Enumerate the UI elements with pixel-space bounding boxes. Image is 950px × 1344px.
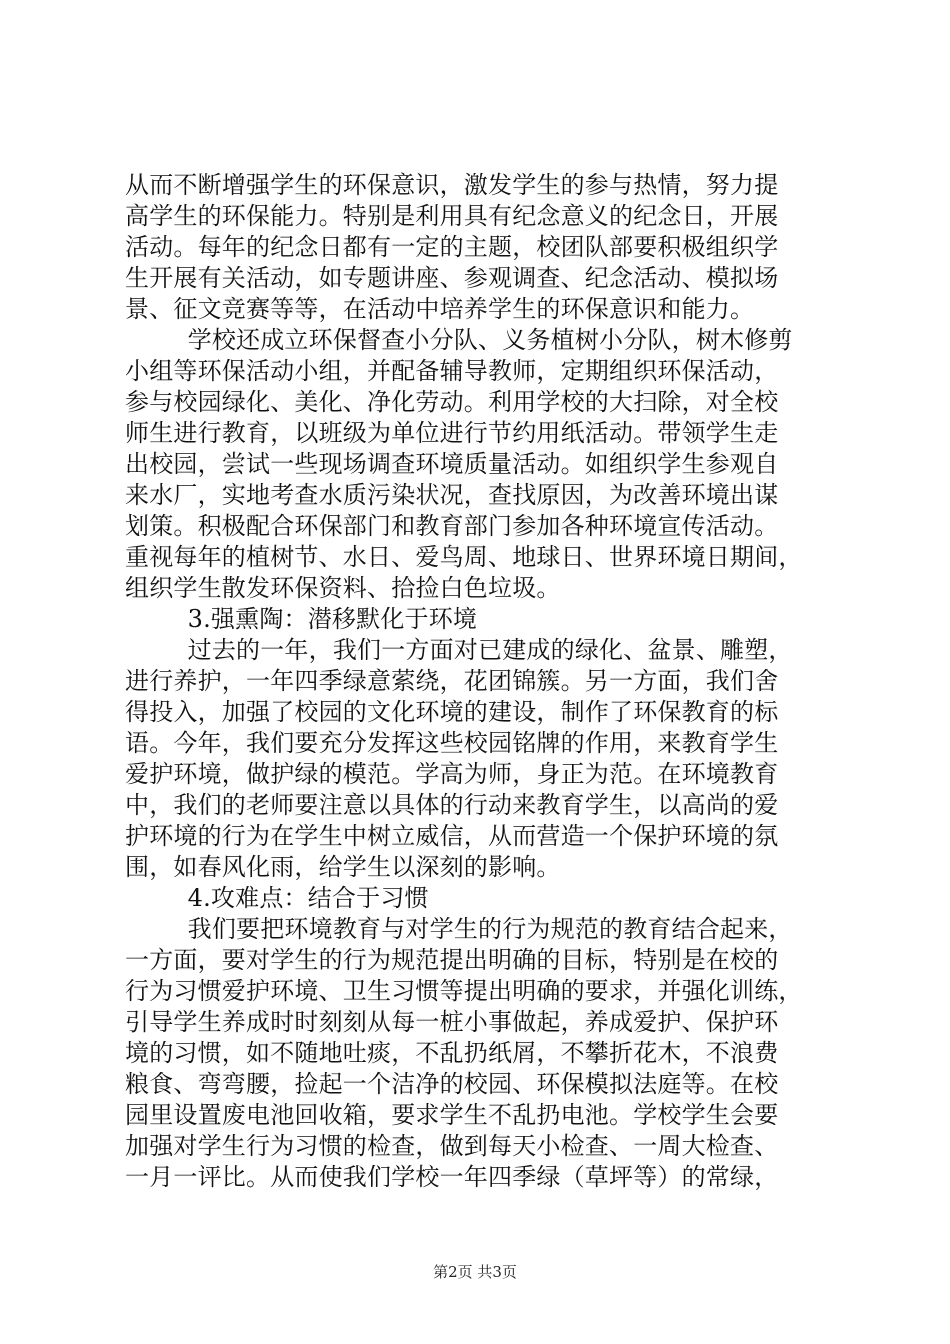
text-line: 得投入，加强了校园的文化环境的建设，制作了环保教育的标 bbox=[125, 698, 779, 726]
text-line: 学校还成立环保督查小分队、义务植树小分队，树木修剪 bbox=[125, 326, 793, 354]
text-line: 一月一评比。从而使我们学校一年四季绿（草坪等）的常绿， bbox=[125, 1163, 779, 1191]
text-line: 高学生的环保能力。特别是利用具有纪念意义的纪念日，开展 bbox=[125, 202, 779, 230]
text-line: 小组等环保活动小组，并配备辅导教师，定期组织环保活动， bbox=[125, 357, 779, 385]
text-line: 围，如春风化雨，给学生以深刻的影响。 bbox=[125, 853, 561, 881]
text-line: 参与校园绿化、美化、净化劳动。利用学校的大扫除，对全校 bbox=[125, 388, 779, 416]
text-line: 语。今年，我们要充分发挥这些校园铭牌的作用，来教育学生 bbox=[125, 729, 779, 757]
text-line: 从而不断增强学生的环保意识，激发学生的参与热情，努力提 bbox=[125, 171, 779, 199]
text-line: 进行养护，一年四季绿意萦绕，花团锦簇。另一方面，我们舍 bbox=[125, 667, 779, 695]
text-line: 过去的一年，我们一方面对已建成的绿化、盆景、雕塑， bbox=[125, 636, 793, 664]
text-line: 来水厂，实地考查水质污染状况，查找原因，为改善环境出谋 bbox=[125, 481, 779, 509]
text-line: 境的习惯，如不随地吐痰，不乱扔纸屑，不攀折花木，不浪费 bbox=[125, 1039, 779, 1067]
section-heading: 4.攻难点：结合于习惯 bbox=[125, 884, 429, 912]
text-line: 中，我们的老师要注意以具体的行动来教育学生，以高尚的爱 bbox=[125, 791, 779, 819]
text-line: 组织学生散发环保资料、拾捡白色垃圾。 bbox=[125, 574, 561, 602]
text-line: 行为习惯爱护环境、卫生习惯等提出明确的要求，并强化训练， bbox=[125, 977, 803, 1005]
section-heading: 3.强熏陶：潜移默化于环境 bbox=[125, 605, 478, 633]
text-line: 出校园，尝试一些现场调查环境质量活动。如组织学生参观自 bbox=[125, 450, 779, 478]
text-line: 引导学生养成时时刻刻从每一桩小事做起，养成爱护、保护环 bbox=[125, 1008, 779, 1036]
text-line: 景、征文竞赛等等，在活动中培养学生的环保意识和能力。 bbox=[125, 295, 755, 323]
text-line: 重视每年的植树节、水日、爱鸟周、地球日、世界环境日期间， bbox=[125, 543, 803, 571]
text-line: 园里设置废电池回收箱，要求学生不乱扔电池。学校学生会要 bbox=[125, 1101, 779, 1129]
text-line: 师生进行教育，以班级为单位进行节约用纸活动。带领学生走 bbox=[125, 419, 779, 447]
text-line: 划策。积极配合环保部门和教育部门参加各种环境宣传活动。 bbox=[125, 512, 779, 540]
text-line: 护环境的行为在学生中树立威信，从而营造一个保护环境的氛 bbox=[125, 822, 779, 850]
page-footer: 第2页 共3页 bbox=[433, 1263, 517, 1281]
document-body bbox=[125, 170, 833, 1193]
text-line: 一方面，要对学生的行为规范提出明确的目标，特别是在校的 bbox=[125, 946, 779, 974]
text-line: 我们要把环境教育与对学生的行为规范的教育结合起来， bbox=[125, 915, 793, 943]
text-line: 生开展有关活动，如专题讲座、参观调查、纪念活动、模拟场 bbox=[125, 264, 779, 292]
text-line: 加强对学生行为习惯的检查，做到每天小检查、一周大检查、 bbox=[125, 1132, 779, 1160]
text-line: 活动。每年的纪念日都有一定的主题，校团队部要积极组织学 bbox=[125, 233, 779, 261]
text-line: 粮食、弯弯腰，捡起一个洁净的校园、环保模拟法庭等。在校 bbox=[125, 1070, 779, 1098]
text-line: 爱护环境，做护绿的模范。学高为师，身正为范。在环境教育 bbox=[125, 760, 779, 788]
